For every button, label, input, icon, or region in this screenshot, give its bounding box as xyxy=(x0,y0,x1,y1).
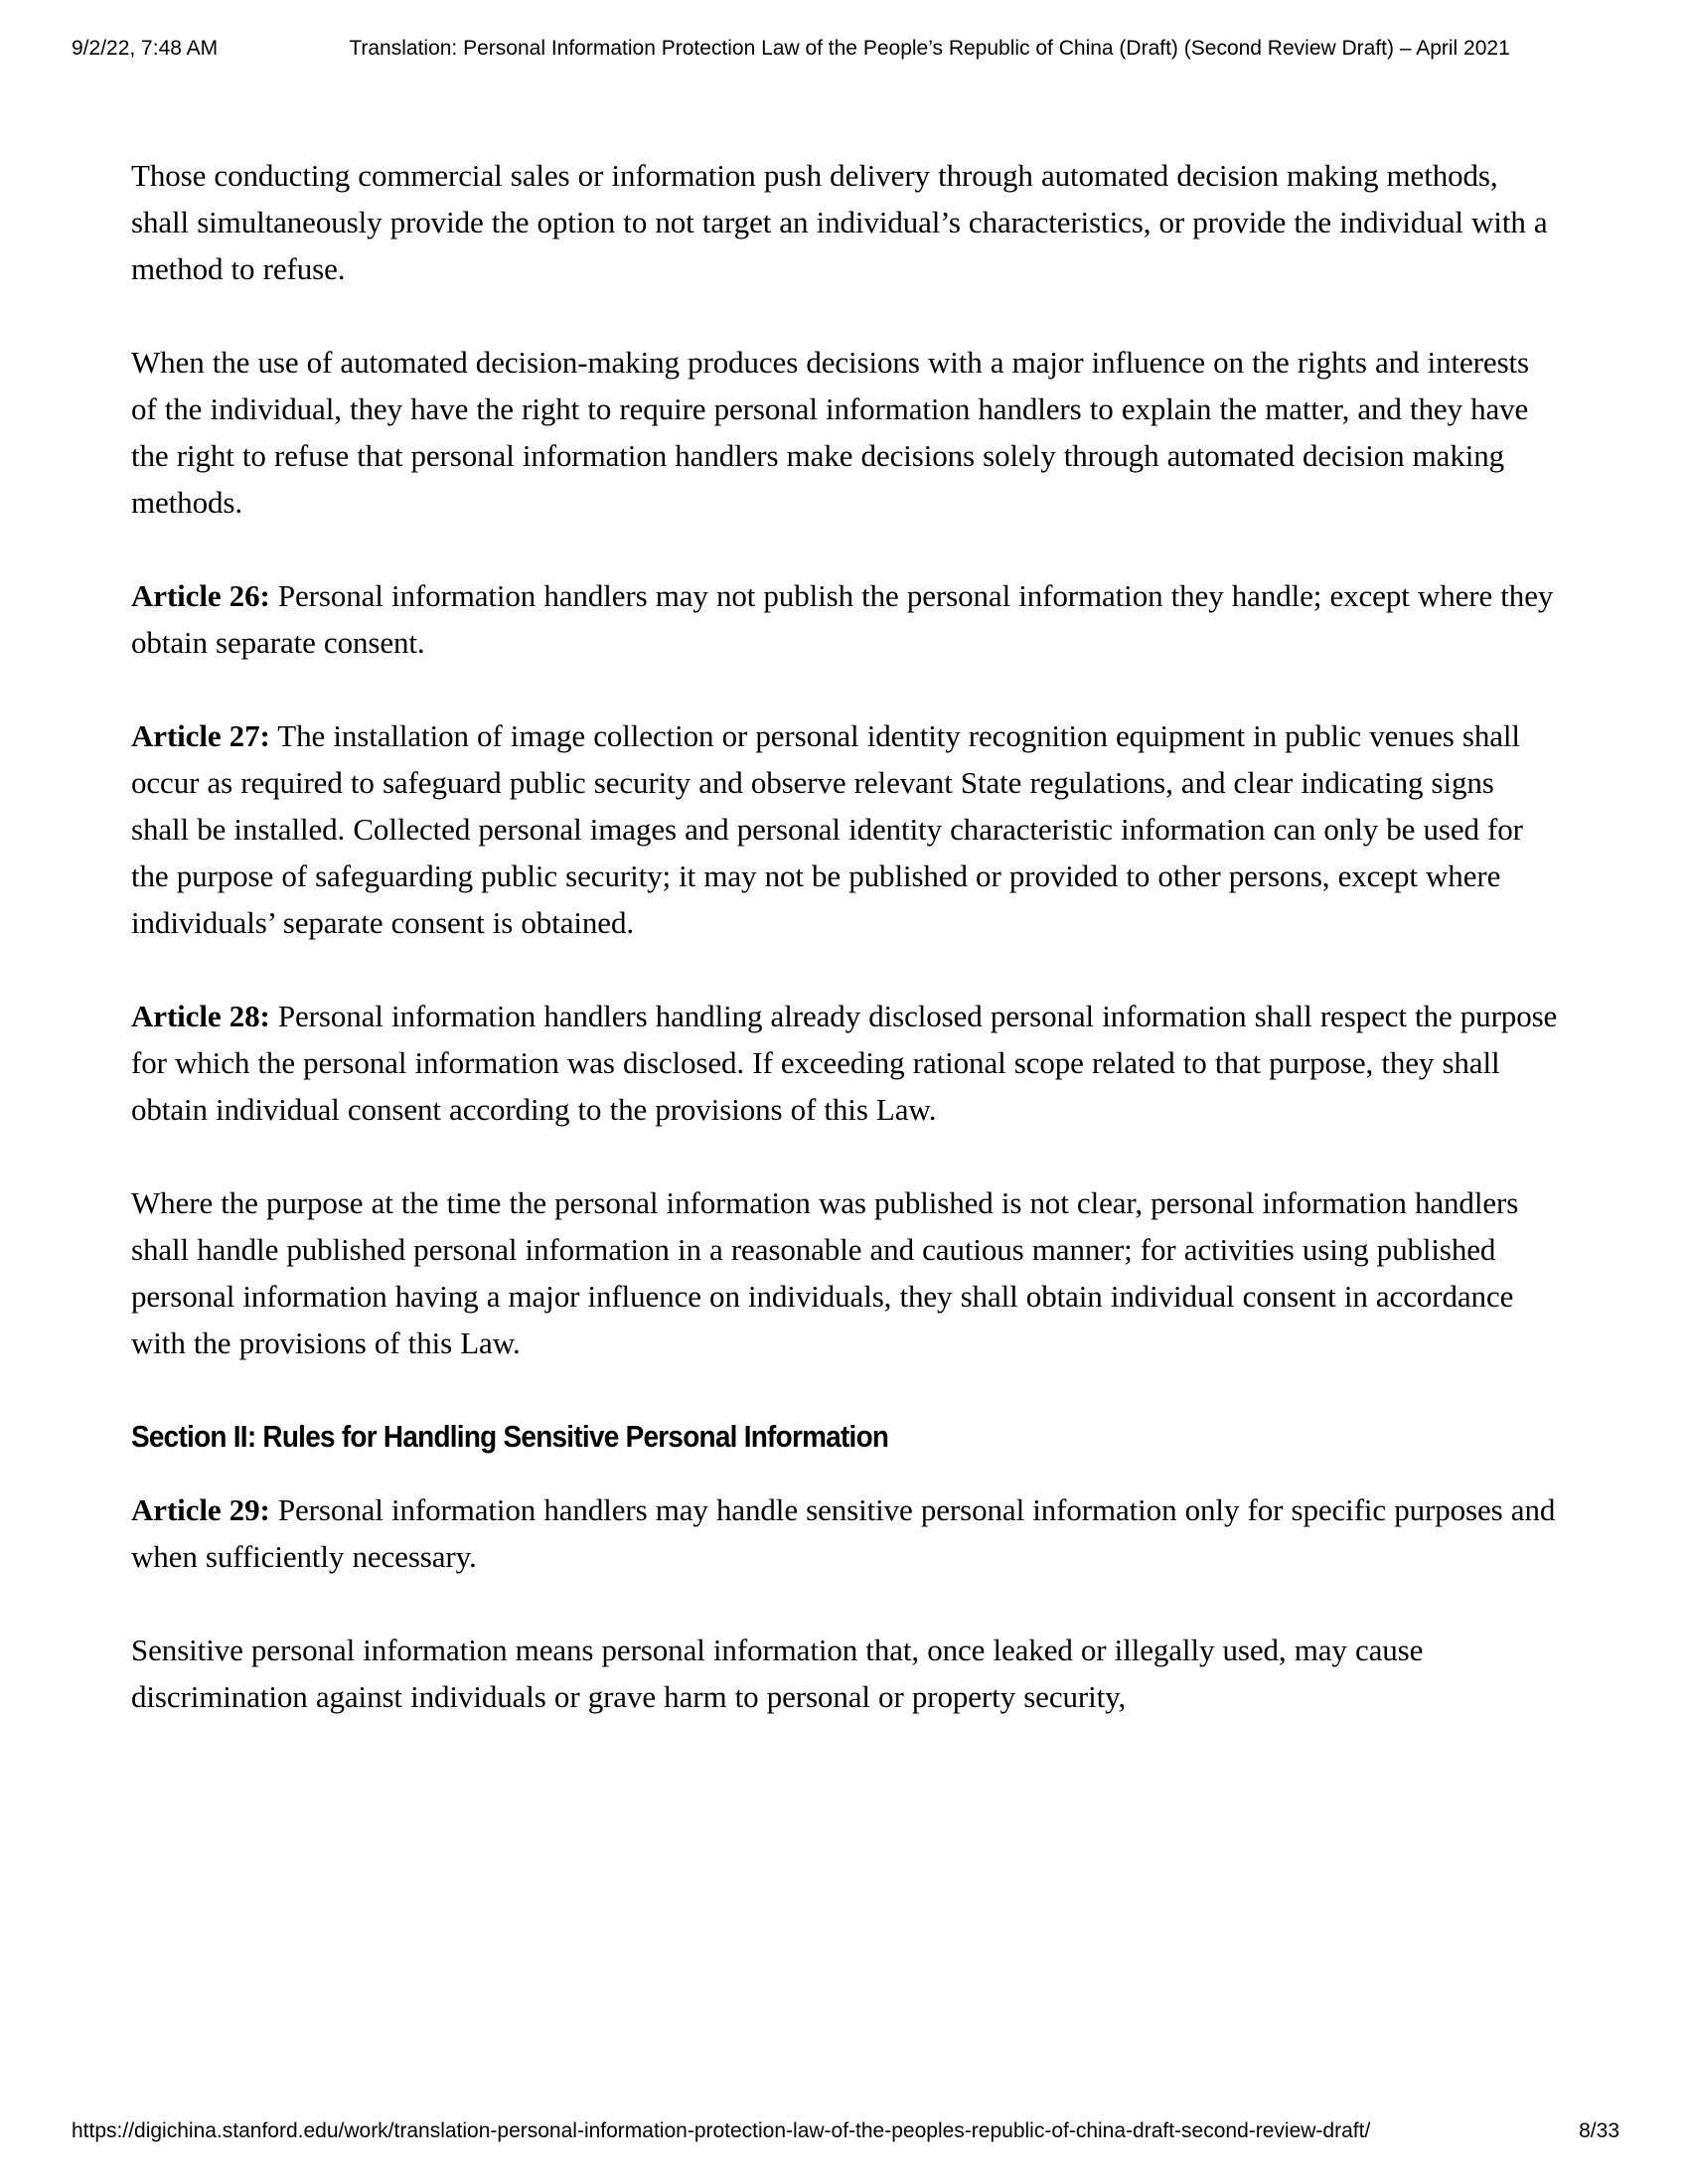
header-datetime: 9/2/22, 7:48 AM xyxy=(72,37,219,60)
footer-source-url: https://digichina.stanford.edu/work/translation-personal-information-protection-law-of-the-peoples-republic-of-china-draft-second-review-draft/ xyxy=(72,2119,1371,2142)
paragraph-text: Personal information handlers handling already disclosed personal information shall respect the purpose for which the personal information was disclosed. If exceeding rational scope related to that purpose, they shall obtain individual consent according to the provisions of this Law. xyxy=(131,999,1558,1127)
paragraph-automated-sales xyxy=(131,152,1559,292)
print-footer xyxy=(72,2118,1619,2144)
paragraph-article-26 xyxy=(131,572,1559,666)
paragraph-article-29 xyxy=(131,1486,1559,1580)
document-body xyxy=(131,152,1559,1767)
article-27-label: Article 27: xyxy=(131,718,270,753)
article-26-label: Article 26: xyxy=(131,578,270,613)
paragraph-sensitive-definition xyxy=(131,1627,1559,1720)
article-28-label: Article 28: xyxy=(131,999,270,1033)
paragraph-text: The installation of image collection or personal identity recognition equipment in public venues shall occur as required to safeguard public security and observe relevant State regulations, and clear indicating signs shall be installed. Collected personal images and personal identity characteristic information can only be used for the purpose of safeguarding public security; it may not be published or provided to other persons, except where individuals’ separate consent is obtained. xyxy=(131,718,1523,940)
section-ii-heading: Section II: Rules for Handling Sensitive Personal Information xyxy=(131,1419,889,1454)
paragraph-text: Those conducting commercial sales or information push delivery through automated decision making methods, shall simultaneously provide the option to not target an individual’s characteristics, or provide the individual with a method to refuse. xyxy=(131,158,1548,286)
paragraph-published-purpose xyxy=(131,1179,1559,1366)
paragraph-article-27 xyxy=(131,712,1559,946)
footer-page-indicator: 8/33 xyxy=(1579,2119,1619,2142)
paragraph-text: Sensitive personal information means personal information that, once leaked or illegally used, may cause discrimination against individuals or grave harm to personal or property security, xyxy=(131,1633,1424,1714)
paragraph-text: Where the purpose at the time the personal information was published is not clear, personal information handlers shall handle published personal information in a reasonable and cautious manner; for activities using published personal information having a major influence on individuals, they shall obtain individual consent in accordance with the provisions of this Law. xyxy=(131,1185,1519,1360)
paragraph-text: Personal information handlers may handle sensitive personal information only for specific purposes and when sufficiently necessary. xyxy=(131,1492,1556,1574)
paragraph-text: Personal information handlers may not publish the personal information they handle; except where they obtain separate consent. xyxy=(131,578,1554,660)
paragraph-text: When the use of automated decision-making produces decisions with a major influence on the rights and interests of the individual, they have the right to require personal information handlers to explain the matter, and they have the right to refuse that personal information handlers make decisions solely through automated decision making methods. xyxy=(131,345,1530,520)
article-29-label: Article 29: xyxy=(131,1492,270,1527)
header-document-title: Translation: Personal Information Protection Law of the People’s Republic of China (Draft) (Second Review Draft) – April 2021 xyxy=(349,37,1510,60)
paragraph-article-28 xyxy=(131,993,1559,1133)
print-header xyxy=(72,36,1617,62)
paragraph-automated-decision-rights xyxy=(131,339,1559,526)
